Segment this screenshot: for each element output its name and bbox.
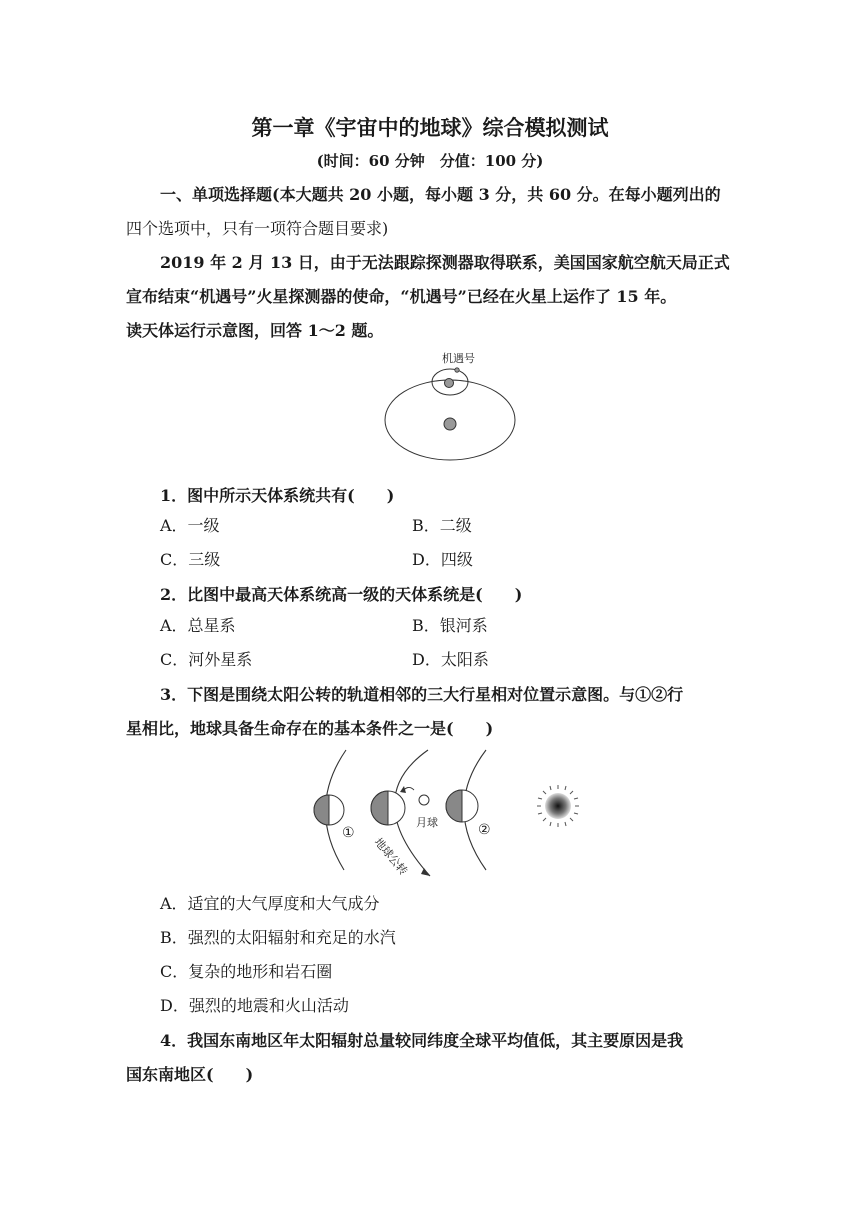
planet2-shadow: [446, 790, 462, 822]
q1-option-b: B．二级: [412, 516, 472, 535]
section-title: 一、单项选择题: [160, 185, 273, 204]
q2-option-a: A．总星系: [160, 616, 236, 635]
q2-stem: 2．比图中最高天体系统高一级的天体系统是( ): [160, 585, 523, 604]
q3-option-a: A．适宜的大气厚度和大气成分: [160, 894, 380, 913]
probe-label: 机遇号: [442, 352, 475, 365]
earth-shadow: [371, 791, 388, 825]
rotation-arrow-head: [400, 786, 406, 793]
page-title: 第一章《宇宙中的地球》综合模拟测试: [251, 116, 609, 140]
q3-option-c: C．复杂的地形和岩石圈: [160, 962, 333, 981]
q4-line2: 国东南地区( ): [126, 1065, 254, 1084]
q2-option-d: D．太阳系: [412, 650, 489, 669]
q3-line1: 3．下图是围绕太阳公转的轨道相邻的三大行星相对位置示意图。与①②行: [160, 685, 684, 704]
q3-option-b: B．强烈的太阳辐射和充足的水汽: [160, 928, 396, 947]
page-subtitle: (时间：60 分钟 分值：100 分): [316, 152, 544, 170]
q1-stem: 1．图中所示天体系统共有( ): [160, 486, 395, 505]
moon-icon: [419, 795, 429, 805]
q1-option-c: C．三级: [160, 550, 221, 569]
sun-icon: [537, 785, 579, 827]
section-heading: [126, 178, 738, 212]
q3-line2: 星相比，地球具备生命存在的基本条件之一是( ): [126, 719, 494, 738]
material-line3: 读天体运行示意图，回答 1～2 题。: [126, 321, 384, 340]
q2-option-c: C．河外星系: [160, 650, 253, 669]
planets-diagram: [296, 748, 596, 878]
mars-icon: [445, 379, 454, 388]
q3-option-d: D．强烈的地震和火山活动: [160, 996, 349, 1015]
q1-option-a: A．一级: [160, 516, 220, 535]
q2-option-b: B．银河系: [412, 616, 488, 635]
sun-icon: [444, 418, 456, 430]
orbit-diagram: [376, 346, 526, 464]
planet2-label: ②: [478, 822, 491, 838]
orbit-arrow-icon: [421, 868, 430, 876]
planet1-shadow: [314, 795, 329, 825]
q1-option-d: D．四级: [412, 550, 473, 569]
probe-icon: [455, 368, 459, 372]
earth-orbit-label: 地球公转: [371, 835, 410, 878]
material-line1: 2019 年 2 月 13 日，由于无法跟踪探测器取得联系，美国国家航空航天局正式: [160, 253, 730, 272]
moon-label: 月球: [416, 816, 438, 829]
q4-line1: 4．我国东南地区年太阳辐射总量较同纬度全球平均值低，其主要原因是我: [160, 1031, 684, 1050]
material-line2: 宣布结束“机遇号”火星探测器的使命，“机遇号”已经在火星上运作了 15 年。: [126, 287, 677, 306]
planet1-label: ①: [342, 825, 355, 841]
section-desc-line2: 四个选项中，只有一项符合题目要求): [126, 219, 389, 238]
section-desc-line1: (本大题共 20 小题，每小题 3 分，共 60 分。在每小题列出的: [272, 185, 721, 204]
